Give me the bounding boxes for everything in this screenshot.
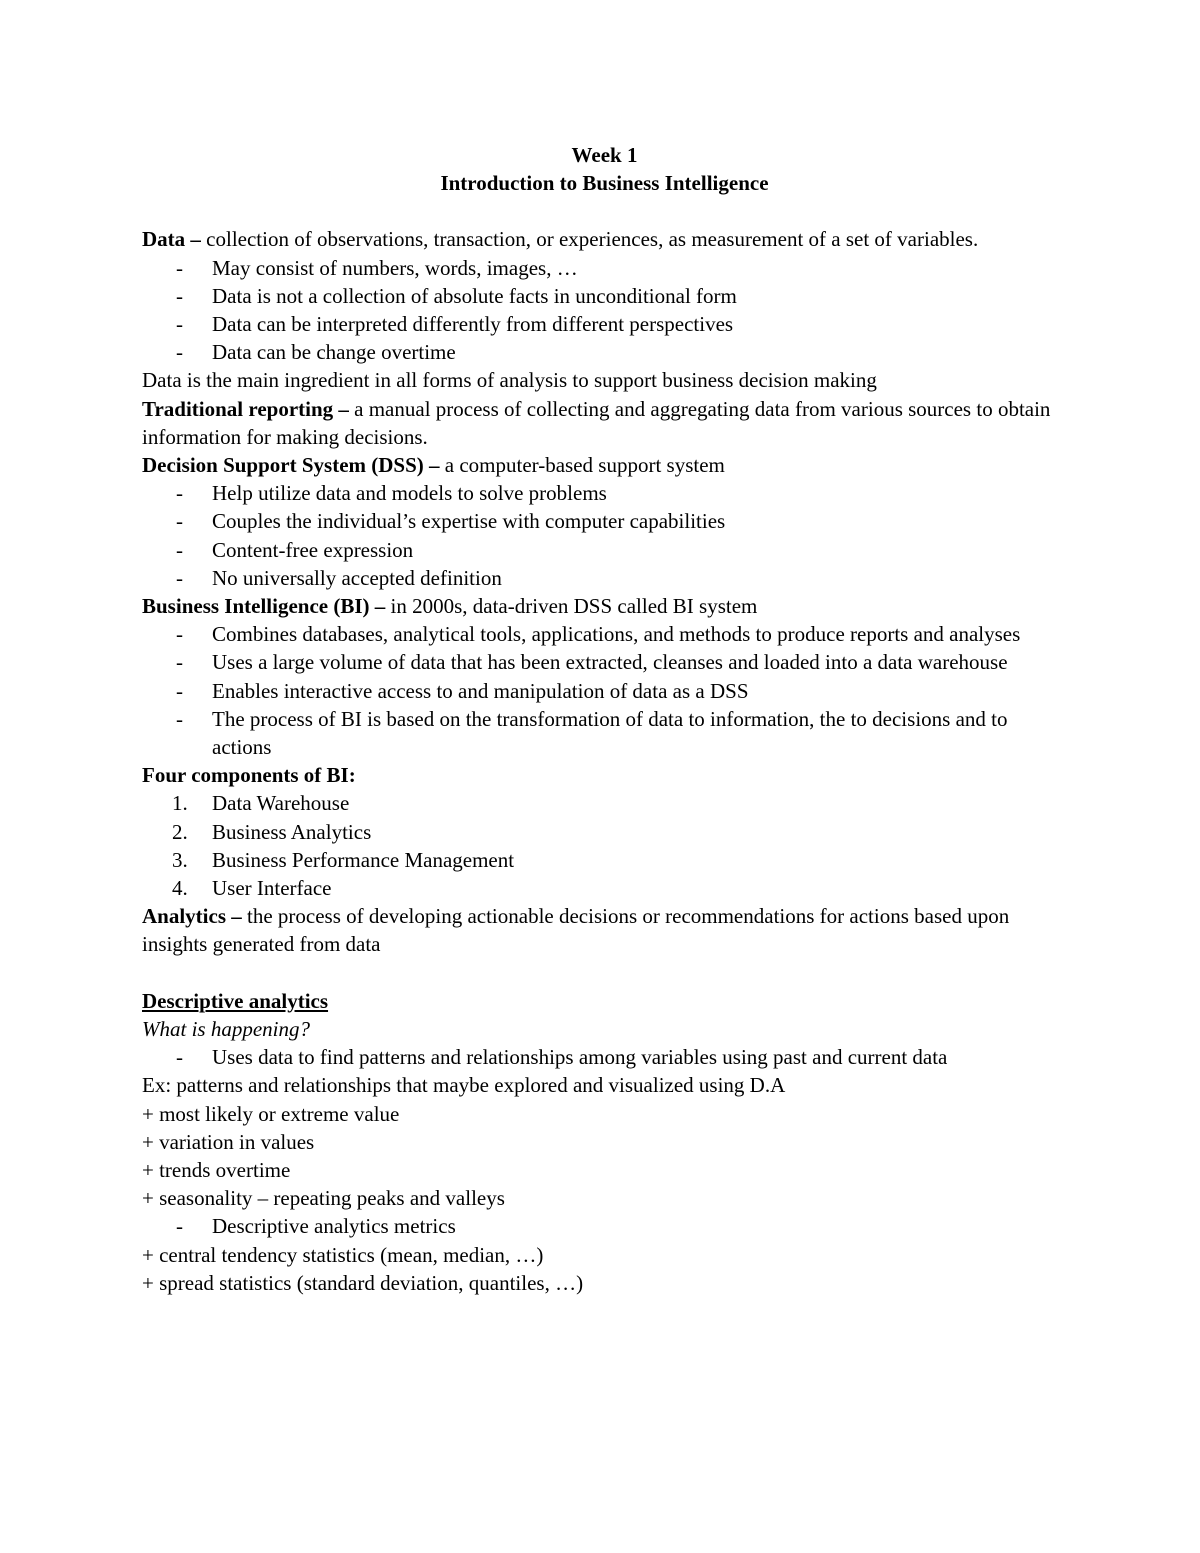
list-item-text: Data is not a collection of absolute facts in unconditional form [212,283,737,308]
list-item [142,479,1067,507]
analytics-text: the process of developing actionable decisions or recommendations for actions based upon insights generated from data [142,904,1010,957]
dash-marker: - [176,283,183,308]
data-term: Data – [142,227,201,252]
list-item [142,677,1067,705]
plus-item: + variation in values [142,1129,315,1154]
numbered-item-text: User Interface [212,876,332,901]
dash-marker: - [176,650,183,675]
descriptive-question: What is happening? [142,1016,310,1041]
list-item [142,648,1067,676]
list-item [142,620,1067,648]
bi-definition [142,592,1067,620]
dash-marker: - [176,537,183,562]
dash-marker: - [176,565,183,590]
dash-marker: - [176,340,183,365]
spacer [142,197,1067,225]
list-item [142,1043,1067,1071]
dash-marker: - [176,255,183,280]
numbered-item [142,818,1067,846]
descriptive-example: Ex: patterns and relationships that maybe explored and visualized using D.A [142,1073,786,1098]
number-marker: 3. [172,847,188,872]
traditional-reporting-definition [142,395,1067,451]
dash-marker: - [176,678,183,703]
list-item [142,507,1067,535]
numbered-item-text: Data Warehouse [212,791,350,816]
list-item [142,310,1067,338]
list-item-text: The process of BI is based on the transformation of data to information, the to decisions and to actions [212,706,1008,760]
dash-marker: - [176,481,183,506]
list-item [142,338,1067,366]
list-item-text: Help utilize data and models to solve problems [212,481,607,506]
list-item-text: May consist of numbers, words, images, … [212,255,578,280]
number-marker: 1. [172,791,188,816]
week-title: Week 1 [571,143,638,167]
plus-item: + seasonality – repeating peaks and valleys [142,1186,505,1211]
list-item [142,282,1067,310]
dss-definition [142,451,1067,479]
numbered-item [142,846,1067,874]
dash-marker: - [176,1045,183,1070]
list-item-text: Data can be change overtime [212,340,456,365]
data-note: Data is the main ingredient in all forms of analysis to support business decision making [142,368,877,393]
list-item-text: Data can be interpreted differently from different perspectives [212,312,734,337]
list-item-text: Couples the individual’s expertise with computer capabilities [212,509,726,534]
bi-text: in 2000s, data-driven DSS called BI system [385,594,758,619]
analytics-definition [142,902,1067,958]
list-item-text: Content-free expression [212,537,414,562]
list-item-text: Enables interactive access to and manipulation of data as a DSS [212,678,749,703]
list-item-text: Combines databases, analytical tools, applications, and methods to produce reports and analyses [212,622,1021,647]
list-item-text: No universally accepted definition [212,565,502,590]
dss-term: Decision Support System (DSS) – [142,453,440,478]
dash-marker: - [176,509,183,534]
analytics-term: Analytics – [142,904,242,929]
document-content [142,141,1067,1297]
list-item-text: Uses a large volume of data that has been extracted, cleanses and loaded into a data warehouse [212,650,1008,675]
numbered-item-text: Business Performance Management [212,847,515,872]
list-item [142,1212,1067,1240]
spacer [142,959,1067,987]
traditional-reporting-text: a manual process of collecting and aggregating data from various sources to obtain information for making decisions. [142,396,1051,449]
plus-item: + most likely or extreme value [142,1101,400,1126]
numbered-item [142,874,1067,902]
data-definition [142,225,1067,253]
descriptive-heading: Descriptive analytics [142,988,329,1013]
list-item-text: Uses data to find patterns and relationships among variables using past and current data [212,1045,948,1070]
list-item [142,536,1067,564]
dash-marker: - [176,1214,183,1239]
numbered-item [142,789,1067,817]
list-item-text: Descriptive analytics metrics [212,1214,456,1239]
document-title: Introduction to Business Intelligence [440,171,769,196]
numbered-item-text: Business Analytics [212,819,372,844]
dash-marker: - [176,706,183,731]
dss-text: a computer-based support system [439,453,725,478]
list-item [142,564,1067,592]
components-heading: Four components of BI: [142,763,356,788]
bi-term: Business Intelligence (BI) – [142,594,386,619]
list-item [142,254,1067,282]
dash-marker: - [176,312,183,337]
number-marker: 4. [172,876,188,901]
plus-item: + spread statistics (standard deviation, quantiles, …) [142,1270,584,1295]
number-marker: 2. [172,819,188,844]
data-definition-text: collection of observations, transaction, or experiences, as measurement of a set of variables. [200,227,979,252]
plus-item: + trends overtime [142,1157,291,1182]
traditional-reporting-term: Traditional reporting – [142,396,349,421]
plus-item: + central tendency statistics (mean, median, …) [142,1242,544,1267]
list-item [142,705,1067,761]
dash-marker: - [176,622,183,647]
